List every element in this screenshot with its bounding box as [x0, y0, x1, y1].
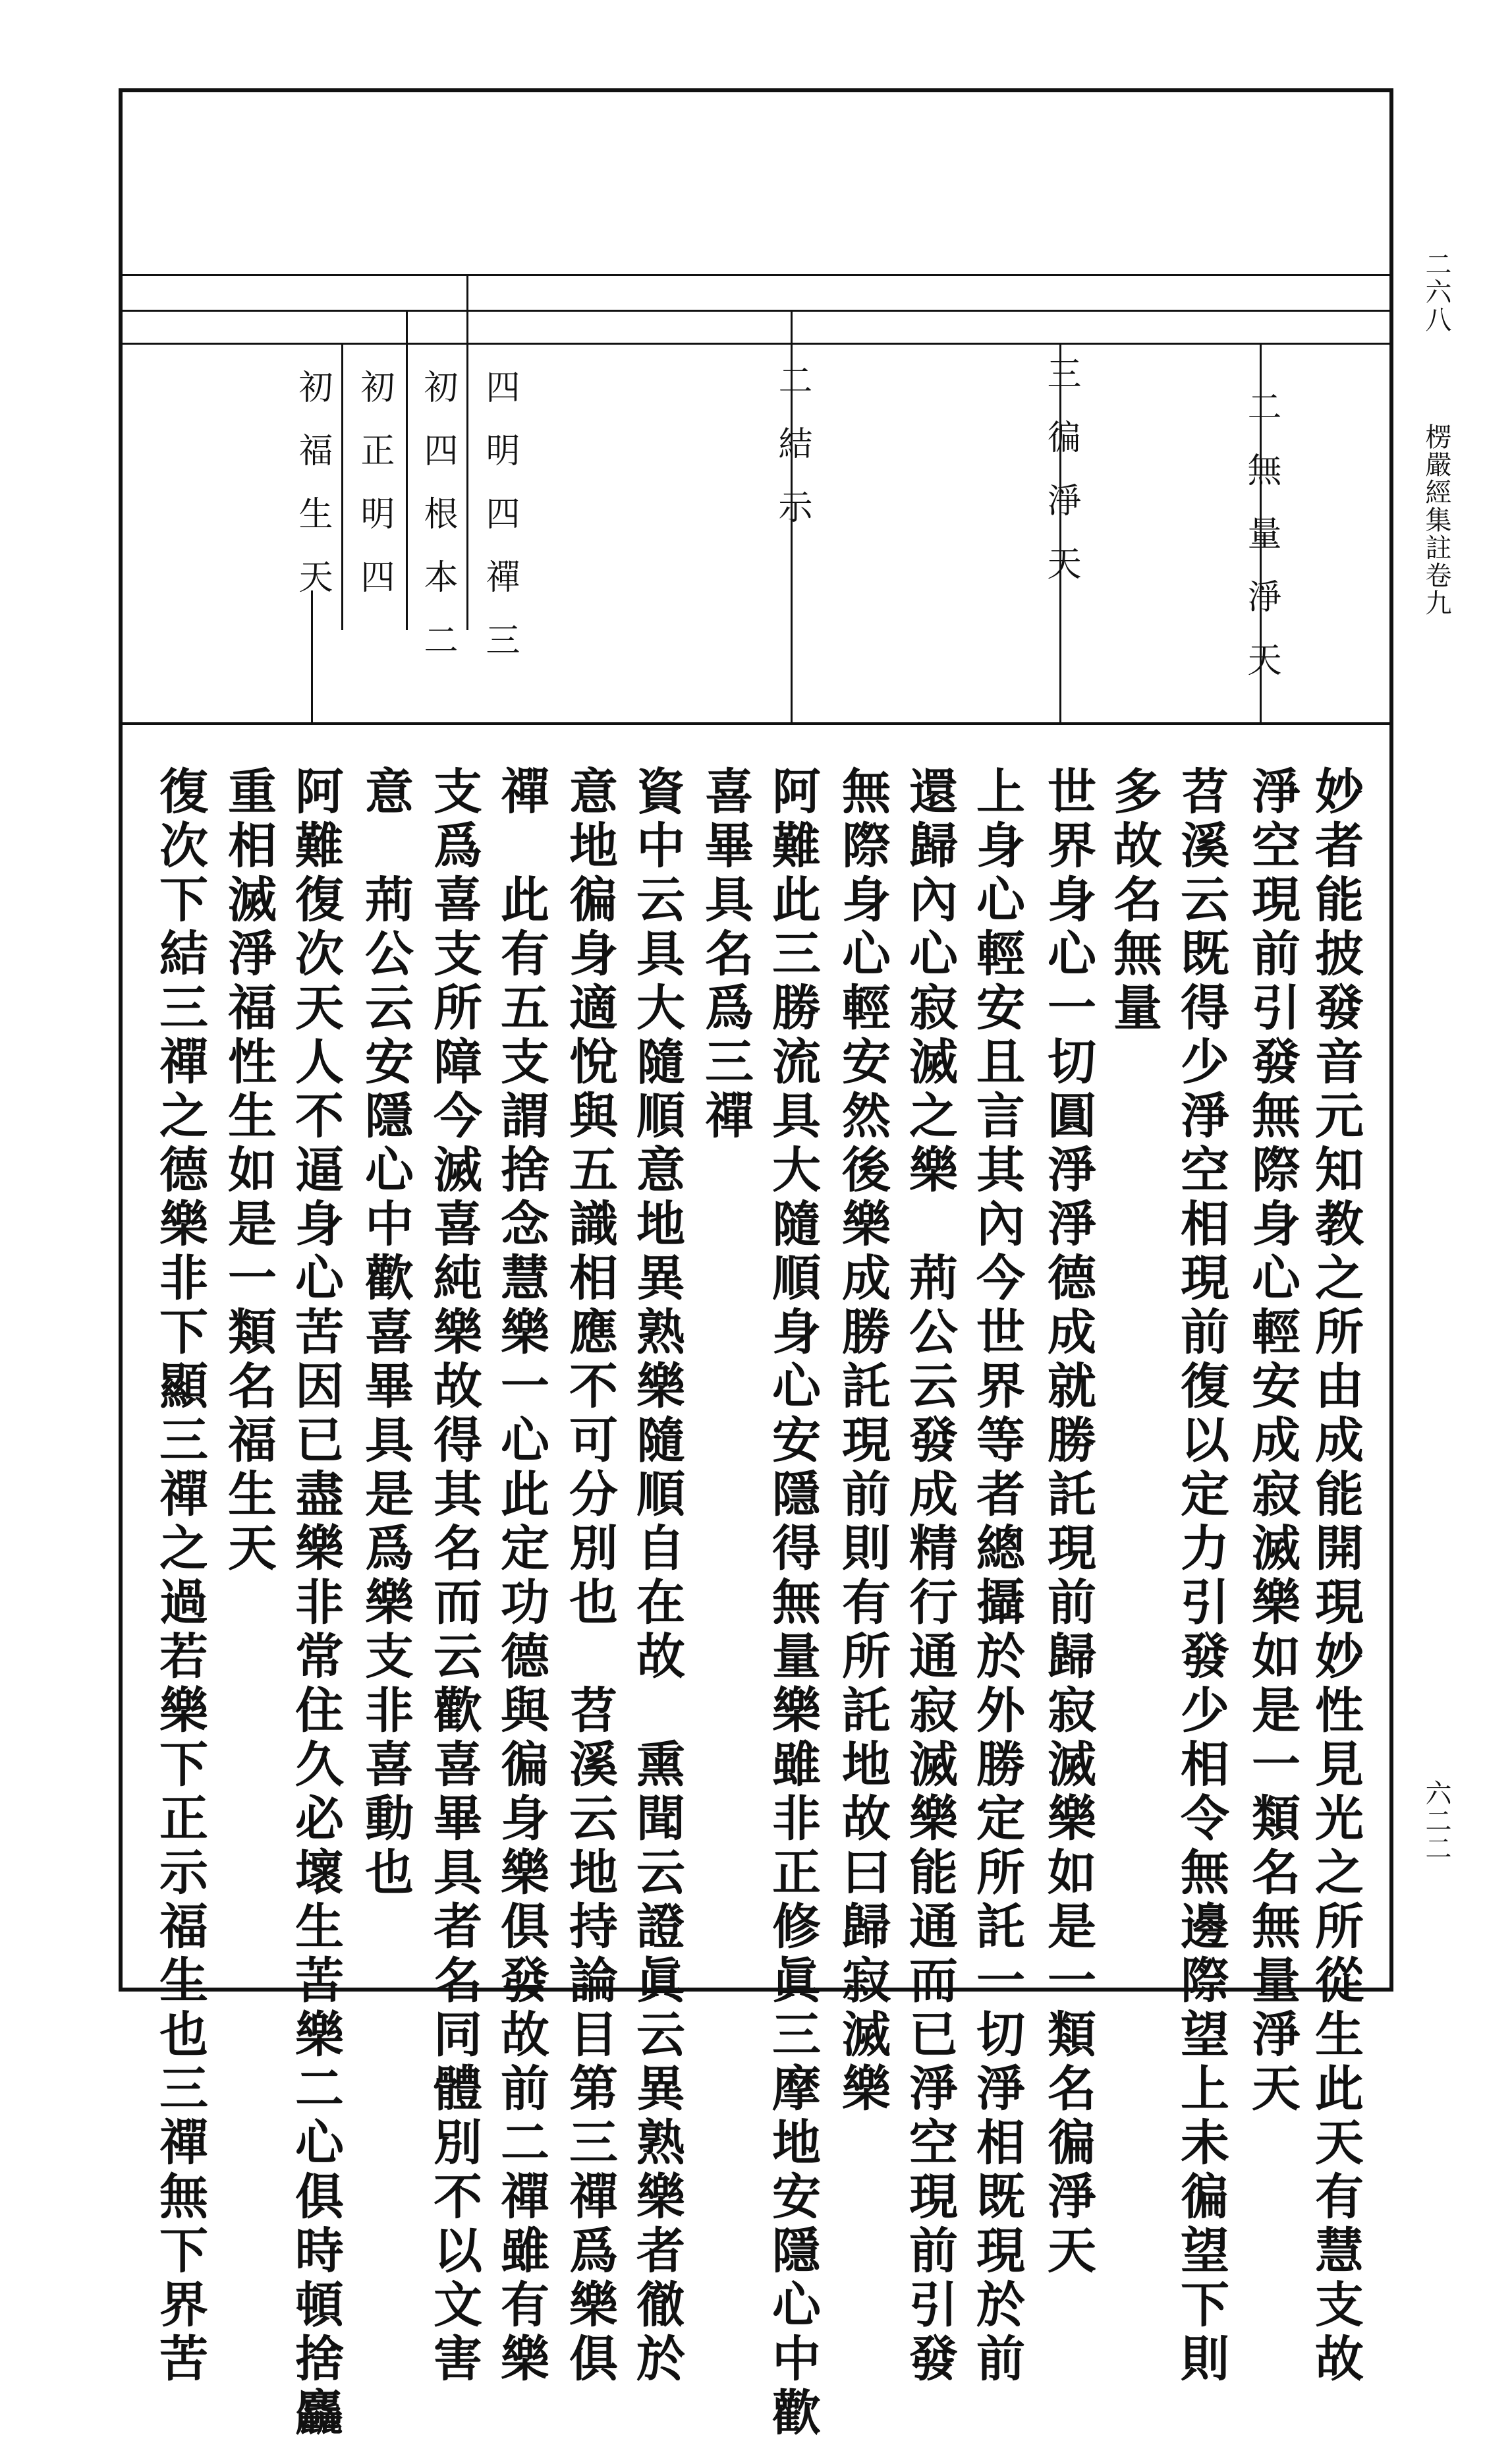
text-column-13: 禪 此有五支謂捨念慧樂一心此定功德與徧身樂俱發故前二禪雖有樂	[493, 766, 549, 2387]
text-column-15: 意 荊公云安隱心中歡喜畢具是爲樂支非喜動也	[357, 766, 414, 1901]
text-column-16: 阿難復次天人不逼身心苦因已盡樂非常住久必壞生苦樂二心俱時頓捨麤	[287, 766, 344, 2441]
tree-label-5: 初四根本二	[418, 369, 457, 685]
text-column-14: 支爲喜支所障今滅喜純樂故得其名而云歡喜畢具者名同體別不以文害	[426, 766, 482, 2387]
tree-label-7: 初福生天	[293, 369, 332, 622]
text-column-1: 妙者能披發音元知教之所由成能開現妙性見光之所從生此天有慧支故	[1307, 766, 1364, 2387]
text-column-8: 無際身心輕安然後樂成勝託現前則有所託地故曰歸寂滅樂	[834, 766, 891, 2117]
page-number-top: 二六八	[1421, 250, 1451, 333]
page-number-bottom: 六二二	[1421, 1779, 1451, 1862]
text-column-17: 重相滅淨福性生如是一類名福生天	[220, 766, 277, 1576]
text-column-4: 多故名無量	[1106, 766, 1162, 1036]
text-column-9: 阿難此三勝流具大隨順身心安隱得無量樂雖非正修眞三摩地安隱心中歡	[764, 766, 821, 2441]
text-column-10: 喜畢具名爲三禪	[697, 766, 754, 1144]
tree-h-line-3	[119, 343, 1393, 345]
tree-label-4: 四明四禪三	[480, 369, 519, 685]
text-column-7: 還歸內心寂滅之樂 荊公云發成精行通寂滅樂能通而已淨空現前引發	[901, 766, 958, 2387]
tree-label-3: 二結示	[772, 362, 812, 552]
section-divider	[119, 722, 1393, 725]
book-title: 楞嚴經集註卷九	[1421, 423, 1451, 617]
text-column-11: 資中云具大隨順意地異熟樂隨順自在故 熏聞云證眞云異熟樂者徹於	[629, 766, 685, 2387]
tree-label-2: 三徧淨天	[1041, 356, 1080, 609]
margin-title	[1422, 250, 1451, 617]
tree-h-line-2	[119, 310, 1393, 312]
text-column-6: 上身心輕安且言其內今世界等者總攝於外勝定所託一切淨相既現於前	[968, 766, 1025, 2387]
tree-label-1: 二無量淨天	[1241, 389, 1281, 705]
tree-v-line-5	[406, 310, 408, 630]
tree-h-line-1	[119, 274, 1393, 276]
text-column-5: 世界身心一切圓淨淨德成就勝託現前歸寂滅樂如是一類名徧淨天	[1040, 766, 1096, 2279]
text-column-18: 復次下結三禪之德樂非下顯三禪之過若樂下正示福生也三禪無下界苦	[152, 766, 208, 2387]
tree-v-line-4	[466, 274, 468, 630]
text-column-2: 淨空現前引發無際身心輕安成寂滅樂如是一類名無量淨天	[1244, 766, 1301, 2117]
text-column-12: 意地徧身適悅與五識相應不可分別也 苕溪云地持論目第三禪爲樂俱	[561, 766, 618, 2387]
tree-label-6: 初正明四	[354, 369, 394, 622]
text-column-3: 苕溪云既得少淨空相現前復以定力引發少相令無邊際望上未徧望下則	[1173, 766, 1229, 2387]
tree-v-line-6	[341, 343, 343, 630]
